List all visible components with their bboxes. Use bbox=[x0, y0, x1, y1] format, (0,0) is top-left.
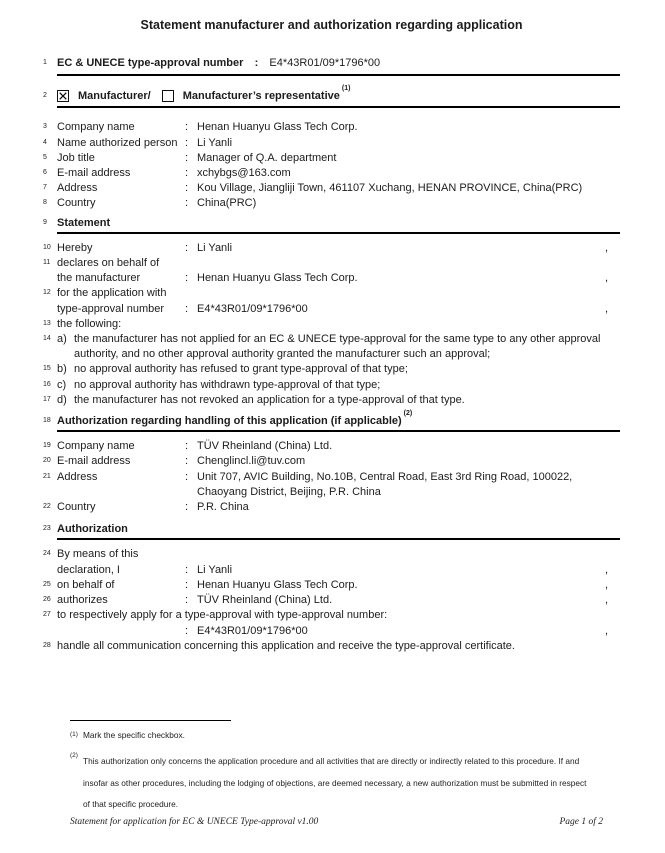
colon: : bbox=[185, 594, 189, 607]
line-number bbox=[43, 485, 57, 486]
field-label: type-approval number bbox=[57, 302, 165, 315]
footnote-2 bbox=[70, 751, 590, 816]
field-label: Country bbox=[57, 197, 96, 210]
authorization-handling-body bbox=[43, 439, 620, 515]
field-value: China(PRC) bbox=[197, 197, 257, 210]
field-value: TÜV Rheinland (China) Ltd. bbox=[197, 594, 333, 607]
line-number: 16 bbox=[43, 380, 51, 388]
colon: : bbox=[185, 470, 189, 483]
authorization-heading-row bbox=[43, 522, 620, 537]
section-heading: Statement bbox=[57, 216, 111, 229]
field-label: By means of this bbox=[57, 548, 139, 561]
field-value: Kou Village, Jiangliji Town, 461107 Xuchang, HENAN PROVINCE, China(PRC) bbox=[197, 182, 583, 195]
line-number: 11 bbox=[43, 259, 51, 267]
colon: : bbox=[185, 121, 189, 134]
page-title: Statement manufacturer and authorization regarding application bbox=[140, 18, 523, 32]
field-label: Hereby bbox=[57, 241, 93, 254]
footnotes-block bbox=[43, 720, 620, 816]
table-row bbox=[43, 256, 620, 271]
field-label: Company name bbox=[57, 440, 135, 453]
list-item-text: the manufacturer has not applied for an EC & UNECE type-approval for the same type to any other approval authority, and no other approval authority granted the manufacturer such an approval; bbox=[74, 333, 601, 361]
footnote-separator bbox=[70, 720, 231, 721]
table-row bbox=[43, 271, 620, 286]
table-row bbox=[43, 563, 620, 578]
field-label: Company name bbox=[57, 121, 135, 134]
line-number: 13 bbox=[43, 319, 51, 327]
trailing-comma: , bbox=[604, 272, 608, 285]
field-value: TÜV Rheinland (China) Ltd. bbox=[197, 440, 333, 453]
field-label: for the application with bbox=[57, 287, 167, 300]
table-row bbox=[43, 593, 620, 608]
list-item-text: no approval authority has withdrawn type-approval of that type; bbox=[74, 378, 381, 391]
colon: : bbox=[185, 302, 189, 315]
line-number: 9 bbox=[43, 218, 47, 226]
line-number: 28 bbox=[43, 641, 51, 649]
list-letter: a) bbox=[57, 333, 67, 346]
table-row bbox=[43, 166, 620, 181]
table-row bbox=[43, 136, 620, 151]
table-row bbox=[43, 485, 620, 500]
trailing-comma: , bbox=[604, 563, 608, 576]
line-number: 2 bbox=[43, 92, 47, 100]
section-divider bbox=[57, 232, 620, 234]
footnote-text: Mark the specific checkbox. bbox=[83, 730, 185, 740]
colon: : bbox=[185, 136, 189, 149]
line-number: 6 bbox=[43, 169, 47, 177]
footer-document-title: Statement for application for EC & UNECE Type-approval v1.00 bbox=[70, 817, 319, 827]
field-value: Li Yanli bbox=[197, 241, 233, 254]
approval-number-label: EC & UNECE type-approval number bbox=[57, 57, 244, 69]
statement-following-text: the following: bbox=[57, 317, 122, 330]
table-row bbox=[43, 196, 620, 211]
table-row bbox=[43, 639, 620, 654]
field-value: P.R. China bbox=[197, 501, 249, 514]
line-number bbox=[43, 624, 57, 625]
field-value-continuation: Chaoyang District, Beijing, P.R. China bbox=[197, 485, 381, 498]
colon: : bbox=[185, 563, 189, 576]
line-number bbox=[43, 302, 57, 303]
list-letter: b) bbox=[57, 363, 67, 376]
colon: : bbox=[185, 197, 189, 210]
table-row bbox=[43, 302, 620, 317]
line-number: 12 bbox=[43, 289, 51, 297]
representative-checkbox-empty-icon bbox=[162, 90, 174, 102]
colon: : bbox=[185, 272, 189, 285]
list-item bbox=[43, 332, 620, 362]
authorization-handle-text: handle all communication concerning this application and receive the type-approval certificate. bbox=[57, 639, 515, 652]
section-divider bbox=[57, 74, 620, 76]
list-item bbox=[43, 393, 620, 408]
table-row bbox=[43, 547, 620, 562]
field-value: Chenglincl.li@tuv.com bbox=[197, 455, 306, 468]
line-number: 5 bbox=[43, 153, 47, 161]
line-number: 18 bbox=[43, 417, 51, 425]
table-row bbox=[43, 181, 620, 196]
field-value: xchybgs@163.com bbox=[197, 167, 291, 180]
line-number: 1 bbox=[43, 59, 47, 66]
line-number: 4 bbox=[43, 138, 47, 146]
field-value: Li Yanli bbox=[197, 563, 233, 576]
line-number: 22 bbox=[43, 503, 51, 511]
colon: : bbox=[185, 151, 189, 164]
table-row bbox=[43, 470, 620, 485]
table-row bbox=[43, 120, 620, 135]
trailing-comma: , bbox=[604, 624, 608, 637]
line-number: 20 bbox=[43, 457, 51, 465]
line-number: 14 bbox=[43, 335, 51, 343]
line-number bbox=[43, 271, 57, 272]
field-value: Li Yanli bbox=[197, 136, 233, 149]
footnote-ref: (1) bbox=[70, 731, 78, 738]
approval-number-value: E4*43R01/09*1796*00 bbox=[269, 57, 381, 69]
field-label: on behalf of bbox=[57, 578, 115, 591]
list-letter: c) bbox=[57, 378, 67, 391]
section-heading: Authorization regarding handling of this application (if applicable) bbox=[57, 415, 402, 428]
field-label: Country bbox=[57, 501, 96, 514]
field-value: Manager of Q.A. department bbox=[197, 151, 337, 164]
colon: : bbox=[185, 182, 189, 195]
document-content bbox=[43, 18, 620, 654]
statement-heading-row bbox=[43, 216, 620, 231]
line-number bbox=[43, 563, 57, 564]
page-number: Page 1 of 2 bbox=[559, 817, 603, 827]
colon: : bbox=[185, 440, 189, 453]
section-divider bbox=[57, 106, 620, 108]
field-label: to respectively apply for a type-approval with type-approval number: bbox=[57, 609, 388, 622]
field-label: declares on behalf of bbox=[57, 257, 160, 270]
footnote-ref: (2) bbox=[70, 752, 78, 759]
section-divider bbox=[57, 430, 620, 432]
authorization-body bbox=[43, 547, 620, 653]
field-value: Henan Huanyu Glass Tech Corp. bbox=[197, 121, 358, 134]
line-number: 3 bbox=[43, 123, 47, 131]
line-number: 7 bbox=[43, 184, 47, 192]
line-number: 8 bbox=[43, 199, 47, 207]
representative-option-label: Manufacturer’s representative bbox=[182, 90, 340, 103]
field-label: E-mail address bbox=[57, 167, 131, 180]
row-approval-number bbox=[43, 56, 620, 71]
field-label: Name authorized person bbox=[57, 136, 178, 149]
manufacturer-details bbox=[43, 120, 620, 211]
manufacturer-checkbox-checked-icon bbox=[57, 90, 69, 102]
field-value: Henan Huanyu Glass Tech Corp. bbox=[197, 578, 358, 591]
list-item bbox=[43, 362, 620, 377]
colon: : bbox=[185, 455, 189, 468]
trailing-comma: , bbox=[604, 594, 608, 607]
colon: : bbox=[254, 57, 259, 69]
field-label: E-mail address bbox=[57, 455, 131, 468]
table-row bbox=[43, 624, 620, 639]
line-number: 17 bbox=[43, 395, 51, 403]
list-item bbox=[43, 378, 620, 393]
colon: : bbox=[185, 241, 189, 254]
field-label: Address bbox=[57, 182, 98, 195]
footnote-text: This authorization only concerns the application procedure and all activities that are directly or indirectly related to this procedure. If and insofar as other procedures, including the lodging of objections, are deemed necessary, a new authorization must be submitted in respect of that specific procedure. bbox=[83, 756, 587, 809]
field-label: authorizes bbox=[57, 594, 108, 607]
field-label: Address bbox=[57, 470, 98, 483]
table-row bbox=[43, 608, 620, 623]
table-row bbox=[43, 151, 620, 166]
table-row bbox=[43, 241, 620, 256]
field-label: the manufacturer bbox=[57, 272, 141, 285]
line-number: 27 bbox=[43, 611, 51, 619]
line-number: 23 bbox=[43, 525, 51, 533]
colon: : bbox=[185, 578, 189, 591]
section-divider bbox=[57, 538, 620, 540]
table-row bbox=[43, 286, 620, 301]
colon: : bbox=[185, 624, 189, 637]
line-number: 24 bbox=[43, 550, 51, 558]
table-row bbox=[43, 500, 620, 515]
list-letter: d) bbox=[57, 393, 67, 406]
line-number: 21 bbox=[43, 472, 51, 480]
footnote-1 bbox=[70, 730, 620, 740]
line-number: 15 bbox=[43, 365, 51, 373]
manufacturer-option-label: Manufacturer/ bbox=[78, 90, 151, 103]
trailing-comma: , bbox=[604, 578, 608, 591]
line-number: 25 bbox=[43, 580, 51, 588]
field-value: Henan Huanyu Glass Tech Corp. bbox=[197, 272, 358, 285]
table-row bbox=[43, 317, 620, 332]
list-item-text: the manufacturer has not revoked an application for a type-approval of that type. bbox=[74, 393, 465, 406]
colon: : bbox=[185, 501, 189, 514]
section-heading: Authorization bbox=[57, 523, 128, 536]
trailing-comma: , bbox=[604, 302, 608, 315]
colon: : bbox=[185, 167, 189, 180]
line-number: 26 bbox=[43, 596, 51, 604]
field-label: declaration, I bbox=[57, 563, 120, 576]
authorization-handling-heading-row: 18 Authorization regarding handling of this application (if applicable) (2) bbox=[43, 414, 620, 429]
field-label: Job title bbox=[57, 151, 95, 164]
table-row bbox=[43, 578, 620, 593]
table-row bbox=[43, 454, 620, 469]
page-footer bbox=[70, 817, 603, 827]
line-number: 10 bbox=[43, 243, 51, 251]
trailing-comma: , bbox=[604, 241, 608, 254]
statement-body bbox=[43, 241, 620, 408]
list-item-text: no approval authority has refused to grant type-approval of that type; bbox=[74, 363, 408, 376]
line-number: 19 bbox=[43, 442, 51, 450]
field-value: E4*43R01/09*1796*00 bbox=[197, 302, 308, 315]
field-value: Unit 707, AVIC Building, No.10B, Central Road, East 3rd Ring Road, 100022, bbox=[197, 470, 573, 483]
table-row bbox=[43, 439, 620, 454]
row-role-selection: 2 Manufacturer/ Manufacturer’s representative (1) bbox=[43, 89, 620, 104]
field-value: E4*43R01/09*1796*00 bbox=[197, 624, 308, 637]
